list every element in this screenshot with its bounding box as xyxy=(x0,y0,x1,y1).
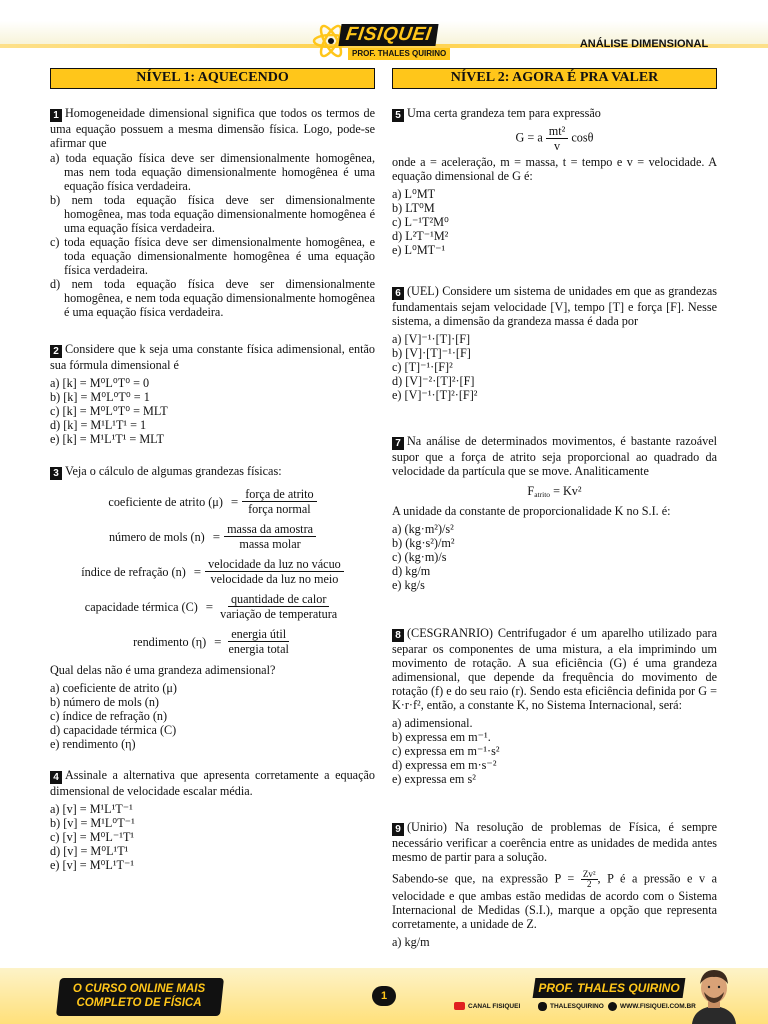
option-d: d) capacidade térmica (C) xyxy=(50,723,177,737)
question-stem: (CESGRANRIO) Centrifugador é um aparelho utilizado para separar os componentes de uma mistura, a ela imprimindo um movimento de rotação. A sua eficiência (G) é uma grandeza adimensional, que depende da frequência do movimento de rotação (f) e do seu raio (r). Sendo esta eficiência definida por G = K·r·f², então, a constante K, no Sistema Internacional, será: xyxy=(392,626,717,712)
question-stem: (UEL) Considere um sistema de unidades em que as grandezas fundamentais sejam velocidade [V], tempo [T] e força [F]. Nesse sistema, a dimensão da grandeza massa é dada por xyxy=(392,284,717,328)
option-d: d) nem toda equação física deve ser dimensionalmente homogênea, e nem toda equação dimensionalmente homogênea é uma equação física verdadeira. xyxy=(50,277,375,319)
formula-numerator: quantidade de calor xyxy=(228,592,329,607)
equation-rest: = Kv² xyxy=(550,484,582,498)
equation-symbol: F xyxy=(527,484,535,498)
fraction-denominator: 2 xyxy=(586,879,592,889)
question-stem: (Unirio) Na resolução de problemas de Física, é sempre necessário verificar a coerência entre as unidades de medida antes mesmo de partir para a solução. xyxy=(392,820,717,864)
option-a: a) [k] = M⁰L⁰T⁰ = 0 xyxy=(50,376,150,390)
option-b: b) LT⁰M xyxy=(392,201,435,215)
formula-list xyxy=(50,484,375,659)
formula-label: coeficiente de atrito (μ) xyxy=(108,494,223,509)
option-a: a) adimensional. xyxy=(392,716,473,730)
question-stem: Veja o cálculo de algumas grandezas físicas: xyxy=(65,464,282,478)
option-b: b) [v] = M¹L⁰T⁻¹ xyxy=(50,816,135,830)
logo-subtitle: PROF. THALES QUIRINO xyxy=(348,48,450,60)
option-e: e) L⁰MT⁻¹ xyxy=(392,243,446,257)
option-c: c) [v] = M⁰L⁻¹T¹ xyxy=(50,830,135,844)
instagram-icon xyxy=(538,1002,547,1011)
option-d: d) [k] = M¹L¹T¹ = 1 xyxy=(50,418,147,432)
question-stem: Na análise de determinados movimentos, é bastante razoável supor que a força de atrito seja proporcional ao quadrado da velocidade da partícula que se move. Analiticamente xyxy=(392,434,717,478)
question-6 xyxy=(392,284,717,402)
formula-label: número de mols (n) xyxy=(108,529,205,544)
professor-avatar xyxy=(684,964,744,1024)
option-c: c) L⁻¹T²M⁰ xyxy=(392,215,449,229)
question-stem: Uma certa grandeza tem para expressão xyxy=(407,106,601,120)
question-number: 7 xyxy=(392,437,404,450)
option-d: d) expressa em m·s⁻² xyxy=(392,758,497,772)
formula-numerator: força de atrito xyxy=(242,487,316,502)
question-1 xyxy=(50,106,375,319)
context-part-b: , P é a pressão e v a velocidade e que ambas estão medidas de acordo com o Sistema Internacional de Medidas (S.I.), marque a opção que representa corretamente, a unidade de Z. xyxy=(392,871,717,931)
option-d: d) kg/m xyxy=(392,564,431,578)
equation-subscript: atrito xyxy=(534,490,551,499)
formula-denominator: massa molar xyxy=(239,537,301,551)
option-a: a) toda equação física deve ser dimensionalmente homogênea, mas nem toda equação dimensionalmente homogênea é uma equação física verdadeira. xyxy=(50,151,375,193)
formula-row: rendimento (η) = $\frac{\text{energia útil}}{\text{energia total}}$ xyxy=(50,624,375,659)
option-d: d) [v] = M⁰L¹T¹ xyxy=(50,844,129,858)
question-stem: Homogeneidade dimensional significa que todos os termos de uma equação possuem a mesma dimensão física. Logo, pode-se afirmar que xyxy=(50,106,375,150)
question-number: 6 xyxy=(392,287,404,300)
question-number: 5 xyxy=(392,109,404,122)
question-7 xyxy=(392,434,717,592)
option-a: a) [V]⁻¹·[T]·[F] xyxy=(392,332,471,346)
option-b: b) (kg·s²)/m² xyxy=(392,536,455,550)
option-c: c) expressa em m⁻¹·s² xyxy=(392,744,500,758)
option-b: b) número de mols (n) xyxy=(50,695,159,709)
friction-equation xyxy=(392,484,717,498)
question-2 xyxy=(50,342,375,446)
professor-banner-text: PROF. THALES QUIRINO xyxy=(538,981,680,995)
fisiquei-logo xyxy=(312,22,452,62)
question-number: 1 xyxy=(50,109,62,122)
website-label: WWW.FISIQUEI.COM.BR xyxy=(620,1003,696,1010)
formula-row: número de mols (n) = $\frac{\text{massa da amostra}}{\text{massa molar}}$ xyxy=(50,519,375,554)
option-b: b) expressa em m⁻¹. xyxy=(392,730,491,744)
formula-label: capacidade térmica (C) xyxy=(84,599,198,614)
option-a: a) (kg·m²)/s² xyxy=(392,522,454,536)
left-column xyxy=(50,68,375,872)
page-title: ANÁLISE DIMENSIONAL xyxy=(579,38,709,50)
page-number: 1 xyxy=(372,986,396,1006)
option-e: e) kg/s xyxy=(392,578,425,592)
option-c: c) índice de refração (n) xyxy=(50,709,168,723)
option-a: a) L⁰MT xyxy=(392,187,436,201)
logo-name: FISIQUEI xyxy=(338,24,438,46)
question-context: onde a = aceleração, m = massa, t = tempo e v = velocidade. A equação dimensional de G é: xyxy=(392,155,717,183)
question-number: 8 xyxy=(392,629,404,642)
option-a: a) kg/m xyxy=(392,935,430,949)
right-column xyxy=(392,68,717,949)
expression-right: cosθ xyxy=(571,130,594,145)
question-9 xyxy=(392,820,717,949)
globe-icon xyxy=(608,1002,617,1011)
question-8 xyxy=(392,626,717,786)
option-e: e) [k] = M¹L¹T¹ = MLT xyxy=(50,432,164,446)
formula-denominator: energia total xyxy=(228,642,289,656)
option-b: b) [k] = M⁰L⁰T⁰ = 1 xyxy=(50,390,150,404)
option-e: e) [V]⁻¹·[T]²·[F]² xyxy=(392,388,478,402)
course-banner-text: O CURSO ONLINE MAIS COMPLETO DE FÍSICA xyxy=(72,983,206,1009)
option-c: c) toda equação física deve ser dimensionalmente homogênea, e toda equação dimensionalmente homogênea é uma equação física verdadeira. xyxy=(50,235,375,277)
formula-row: índice de refração (n) = $\frac{\text{velocidade da luz no vácuo}}{\text{velocidade da luz no meio}}$ xyxy=(50,554,375,589)
instagram-label: THALESQUIRINO xyxy=(550,1003,604,1010)
option-c: c) (kg·m)/s xyxy=(392,550,447,564)
option-b: b) [V]·[T]⁻¹·[F] xyxy=(392,346,471,360)
formula-row: coeficiente de atrito (μ) = $\frac{\text{força de atrito}}{\text{força normal}}$ xyxy=(50,484,375,519)
expression-numerator: mt² xyxy=(546,124,569,139)
formula-numerator: energia útil xyxy=(228,627,289,642)
youtube-icon xyxy=(454,1002,465,1010)
question-number: 3 xyxy=(50,467,62,480)
option-e: e) expressa em s² xyxy=(392,772,476,786)
expression-left: G = a xyxy=(515,130,543,145)
formula-label: índice de refração (n) xyxy=(81,564,186,579)
option-c: c) [k] = M⁰L⁰T⁰ = MLT xyxy=(50,404,168,418)
option-e: e) [v] = M⁰L¹T⁻¹ xyxy=(50,858,135,872)
question-stem: Assinale a alternativa que apresenta corretamente a equação dimensional de velocidade escalar média. xyxy=(50,768,375,798)
question-number: 9 xyxy=(392,823,404,836)
expression-g xyxy=(392,124,717,153)
option-b: b) nem toda equação física deve ser dimensionalmente homogênea, mas toda equação dimensionalmente homogênea é uma equação física verdadeira. xyxy=(50,193,375,235)
question-stem: Considere que k seja uma constante física adimensional, então sua fórmula dimensional é xyxy=(50,342,375,372)
formula-denominator: força normal xyxy=(248,502,311,516)
question-3 xyxy=(50,464,375,751)
formula-numerator: velocidade da luz no vácuo xyxy=(205,557,344,572)
option-d: d) L²T⁻¹M² xyxy=(392,229,449,243)
fraction-numerator: Zv² xyxy=(582,869,596,879)
expression-denominator: v xyxy=(554,139,561,153)
option-e: e) rendimento (η) xyxy=(50,737,136,751)
website-link[interactable] xyxy=(608,1002,696,1011)
formula-label: rendimento (η) xyxy=(133,634,207,649)
formula-denominator: velocidade da luz no meio xyxy=(210,572,339,586)
context-part-a: Sabendo-se que, na expressão P = xyxy=(392,871,581,886)
level-1-heading: NÍVEL 1: AQUECENDO xyxy=(50,68,375,89)
option-a: a) [v] = M¹L¹T⁻¹ xyxy=(50,802,133,816)
option-c: c) [T]⁻¹·[F]² xyxy=(392,360,453,374)
question-5 xyxy=(392,106,717,257)
question-prompt: A unidade da constante de proporcionalidade K no S.I. é: xyxy=(392,504,671,518)
question-context xyxy=(392,870,717,931)
question-number: 4 xyxy=(50,771,62,784)
youtube-link[interactable] xyxy=(454,1002,520,1010)
instagram-link[interactable] xyxy=(538,1002,604,1011)
question-prompt: Qual delas não é uma grandeza adimensional? xyxy=(50,663,276,677)
question-number: 2 xyxy=(50,345,62,358)
formula-numerator: massa da amostra xyxy=(224,522,316,537)
option-d: d) [V]⁻²·[T]²·[F] xyxy=(392,374,475,388)
option-a: a) coeficiente de atrito (μ) xyxy=(50,681,177,695)
formula-row: capacidade térmica (C) = $\frac{\text{quantidade de calor}}{\text{variação de temperatura}}$ xyxy=(50,589,375,624)
level-2-heading: NÍVEL 2: AGORA É PRA VALER xyxy=(392,68,717,89)
formula-denominator: variação de temperatura xyxy=(220,607,338,621)
youtube-label: CANAL FISIQUEI xyxy=(468,1002,521,1010)
question-4 xyxy=(50,768,375,872)
